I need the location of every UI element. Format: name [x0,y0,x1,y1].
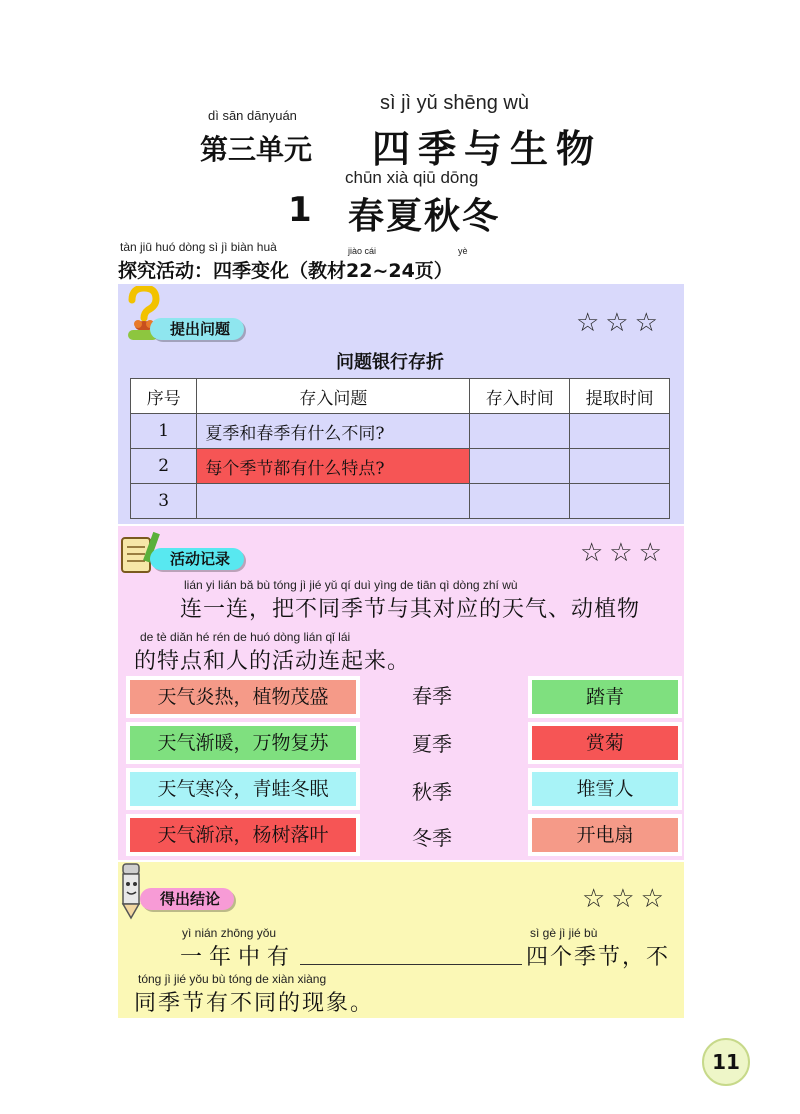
header-no: 序号 [131,379,197,414]
row-withdraw-time[interactable] [570,414,670,449]
table-row [131,484,670,519]
conclusion-line-2: 同季节有不同的现象。 [134,991,375,1016]
tag-conclusion: 得出结论 [140,888,234,910]
row-question-highlighted: 每个季节都有什么特点? [197,449,470,484]
activity-pinyin-ye: yè [458,246,468,256]
tag-activity-record: 活动记录 [150,548,244,570]
season-spring[interactable]: 春季 [412,684,452,708]
row-withdraw-time[interactable] [570,449,670,484]
rating-stars[interactable]: ☆☆☆ [576,308,664,338]
conclusion-line-1b: 四个季节，不 [526,945,671,970]
row-number: 1 [131,414,197,449]
row-number: 2 [131,449,197,484]
activity-pinyin: tàn jiū huó dòng sì jì biàn huà [120,240,277,254]
row-question[interactable] [197,484,470,519]
unit-label: 第三单元 [200,133,313,166]
lesson-pinyin: chūn xià qiū dōng [345,168,479,187]
instruction-pinyin-2: de tè diǎn hé rén de huó dòng lián qǐ lái [140,630,351,644]
header-withdraw-time: 提取时间 [570,379,670,414]
rating-stars[interactable]: ☆☆☆ [580,538,668,568]
theme-title: 四季与生物 [372,127,603,171]
row-number: 3 [131,484,197,519]
season-summer[interactable]: 夏季 [412,732,452,756]
instruction-line-2: 的特点和人的活动连起来。 [134,649,411,674]
instruction-pinyin-1: lián yi lián bǎ bù tóng jì jié yǔ qí duì yìng de tiān qì dòng zhí wù [184,578,518,592]
activity-spring-outing[interactable]: 踏青 [532,680,678,714]
climate-cold[interactable]: 天气寒冷，青蛙冬眠 [130,772,356,806]
conclusion-line-1a: 一年中有 [180,945,297,970]
page-number: 11 [702,1038,750,1086]
season-winter[interactable]: 冬季 [412,826,452,850]
climate-cooling[interactable]: 天气渐凉，杨树落叶 [130,818,356,852]
activity-fan[interactable]: 开电扇 [532,818,678,852]
row-deposit-time[interactable] [470,484,570,519]
climate-warming[interactable]: 天气渐暖，万物复苏 [130,726,356,760]
activity-title: 探究活动：四季变化（教材22~24页） [118,260,453,282]
header-question: 存入问题 [197,379,470,414]
lesson-title: 春夏秋冬 [348,196,501,237]
conclusion-pinyin-2: tóng jì jié yǒu bù tóng de xiàn xiàng [138,972,327,986]
conclusion-pinyin-1a: yì nián zhōng yǒu [182,926,277,940]
season-autumn[interactable]: 秋季 [412,780,452,804]
pencil-character-icon [116,862,146,920]
bank-title: 问题银行存折 [336,352,444,373]
conclusion-pinyin-1b: sì gè jì jié bù [530,926,598,940]
answer-blank[interactable] [300,964,522,965]
activity-pinyin-jiaocai: jiào cái [348,246,377,256]
tag-ask-question: 提出问题 [150,318,244,340]
question-bank-table [130,378,670,519]
unit-pinyin: dì sān dānyuán [208,108,297,123]
instruction-line-1: 连一连，把不同季节与其对应的天气、动植物 [180,597,641,622]
climate-hot[interactable]: 天气炎热，植物茂盛 [130,680,356,714]
table-row [131,449,670,484]
row-withdraw-time[interactable] [570,484,670,519]
theme-pinyin: sì jì yǔ shēng wù [380,92,529,114]
lesson-number: 1 [288,190,312,230]
row-deposit-time[interactable] [470,449,570,484]
table-row [131,414,670,449]
activity-snowman[interactable]: 堆雪人 [532,772,678,806]
header-deposit-time: 存入时间 [470,379,570,414]
activity-chrysanthemum[interactable]: 赏菊 [532,726,678,760]
row-deposit-time[interactable] [470,414,570,449]
rating-stars[interactable]: ☆☆☆ [582,884,670,914]
row-question: 夏季和春季有什么不同? [197,414,470,449]
